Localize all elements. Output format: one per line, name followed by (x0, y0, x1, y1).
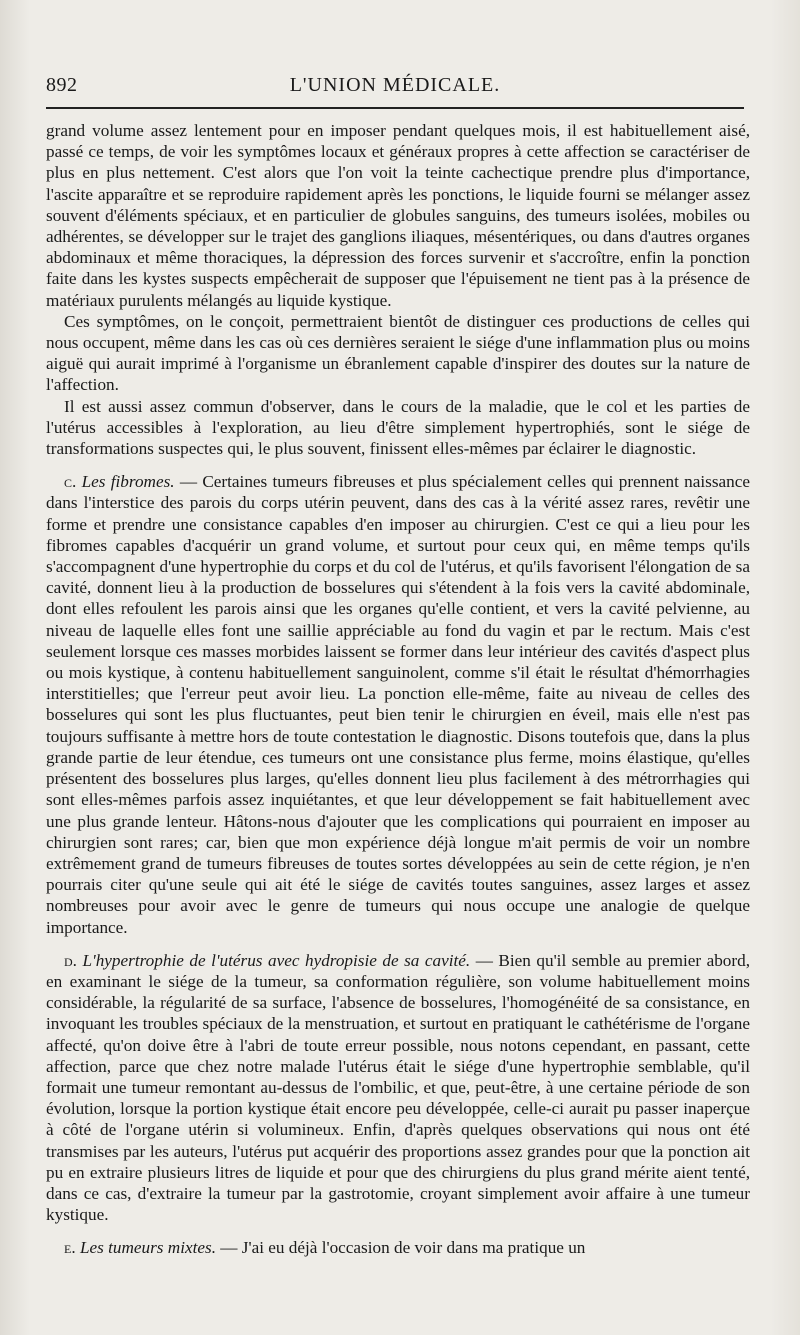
page-header (46, 72, 744, 102)
article-text (46, 120, 750, 1259)
section-e-title: Les tumeurs mixtes. (79, 1238, 216, 1258)
section-c-letter: c. (64, 472, 77, 492)
page-number: 892 (46, 74, 78, 96)
section-c-title: Les fibromes. (81, 472, 175, 492)
section-d-title: L'hypertrophie de l'utérus avec hydropisie de sa cavité. (82, 950, 471, 970)
section-c-fibromes (46, 471, 750, 937)
section-c-text: — Certaines tumeurs fibreuses et plus spécialement celles qui prennent naissance dans l'interstice des parois du corps utérin peuvent, dans des cas à la vérité assez rares, revêtir une forme et prendre une consistance capables d'en imposer au chirurgien. C'est ce qui a lieu pour les fibromes capables d'acquérir un grand volume, et surtout pour ceux qui, en même temps qu'ils s'accompagnent d'une hypertrophie du corps et du col de l'utérus, et qu'ils favorisent l'élongation de sa cavité, donnent lieu à la production de bosselures qui s'étendent à la fois vers la cavité abdominale, dont elles refoulent les parois ainsi que les organes qu'elle contient, et vers la cavité pelvienne, au niveau de laquelle elles font une saillie appréciable au fond du vagin et par le rectum. Mais c'est seulement lorsque ces masses morbides laissent se former dans leur intérieur des cavités d'aspect plus ou mois kystique, à contenu habituellement sanguinolent, comme s'il était le résultat d'hémorrhagies interstitielles; que l'erreur peut avoir lieu. La ponction elle-même, faite au niveau de celles des bosselures qui sont les plus fluctuantes, peut bien tenir le chirurgien en éveil, mais elle n'est pas toujours suffisante à mettre hors de toute contestation le diagnostic. Disons toutefois que, dans la plus grande partie de leur étendue, ces tumeurs ont une consistance plus ferme, moins élastique, qu'elles présentent des bosselures plus larges, qu'elles donnent lieu plus facilement à des métrorrhagies qui sont elles-mêmes parfois assez inquiétantes, et que leur développement se fait habituellement avec une plus grande lenteur. Hâtons-nous d'ajouter que les complications qui pourraient en imposer au chirurgien sont rares; car, bien que mon expérience déjà longue m'ait permis de voir un nombre extrêmement grand de tumeurs fibreuses de toutes sortes développées au sein de cette région, je n'en pourrais citer qu'une seule qui ait été le siége de cavités toutes sanguines, assez larges et assez nombreuses pour avoir avec le genre de tumeurs qui nous occupe une analogie de quelque importance. (46, 472, 750, 937)
section-e-letter: e. (64, 1238, 76, 1258)
section-d-text: — Bien qu'il semble au premier abord, en examinant le siége de la tumeur, sa conformation régulière, son volume habituellement moins considérable, la régularité de sa surface, l'absence de bosselures, l'homogénéité de sa consistance, en invoquant les troubles spéciaux de la menstruation, et surtout en pratiquant le cathétérisme de l'organe affecté, qu'on doive être à l'abri de toute erreur possible, nous notons cependant, en passant, cette affection, parce que chez notre malade l'utérus était le siége d'une hypertrophie semblable, qu'il formait une tumeur remontant au-dessus de l'ombilic, et que, peut-être, à une certaine période de son évolution, lorsque la portion kystique était encore peu développée, celle-ci aurait pu passer inaperçue à côté de l'organe utérin si volumineux. Enfin, d'après quelques observations qui nous ont été transmises par les auteurs, l'utérus put acquérir des proportions assez grandes pour que la ponction ait pu en extraire plusieurs litres de liquide et pour que des chirurgiens du plus grand mérite aient tenté, dans ce cas, d'extraire la tumeur par la gastrotomie, croyant simplement avoir affaire à une tumeur kystique. (46, 950, 750, 1225)
paragraph-col-uterus: Il est aussi assez commun d'observer, dans le cours de la maladie, que le col et les parties de l'utérus accessibles à l'exploration, au lieu d'être simplement hypertrophiés, sont le siége de transformations suspectes qui, le plus souvent, finissent elles-mêmes par éclairer le diagnostic. (46, 396, 750, 459)
section-e-tumeurs-mixtes (46, 1237, 750, 1258)
section-d-letter: d. (64, 950, 77, 970)
paragraph-continuation: grand volume assez lentement pour en imposer pendant quelques mois, il est habituellement aisé, passé ce temps, de voir les symptômes locaux et généraux propres à cette affection se caractériser de plus en plus nettement. C'est alors que l'on voit la teinte cachectique prendre plus d'importance, l'ascite apparaître et se reproduire rapidement après les ponctions, le liquide fourni se mélanger assez souvent d'éléments spéciaux, et en particulier de globules sanguins, des tumeurs isolées, mobiles ou adhérentes, se développer sur le trajet des ganglions iliaques, mésentériques, ou dans d'autres organes abdominaux et même thoraciques, la dépression des forces survenir et s'accroître, enfin la ponction faite dans les kystes suspects empêcherait de supposer que l'épuisement ne tient pas à la présence de matériaux purulents mélangés au liquide kystique. (46, 121, 750, 310)
header-rule (46, 107, 744, 109)
section-d-hypertrophie (46, 950, 750, 1226)
paragraph-symptomes: Ces symptômes, on le conçoit, permettraient bientôt de distinguer ces productions de celles qui nous occupent, même dans les cas où ces dernières seraient le siége d'une inflammation plus ou moins aiguë qui aurait imprimé à l'organisme un ébranlement capable d'inspirer des doutes sur la nature de l'affection. (46, 311, 750, 395)
running-title: L'UNION MÉDICALE. (289, 74, 501, 96)
section-e-text: — J'ai eu déjà l'occasion de voir dans ma pratique un (216, 1238, 586, 1258)
